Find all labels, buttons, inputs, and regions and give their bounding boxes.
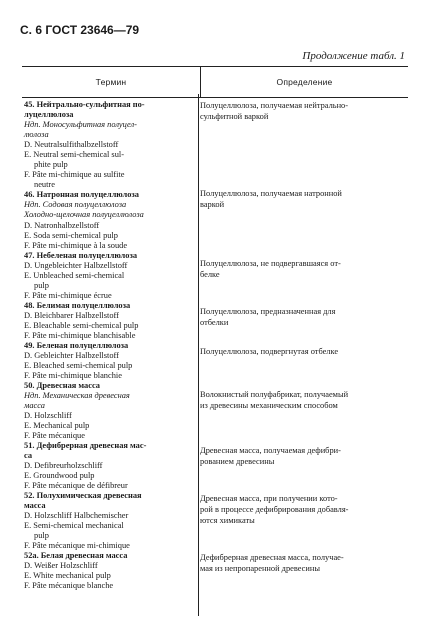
- term-line: D. Defibreurholzschliff: [24, 461, 103, 470]
- column-divider: [198, 94, 199, 616]
- term-line: 49. Беленая полуцеллюлоза: [24, 341, 129, 350]
- term-line: E. Groundwood pulp: [24, 471, 95, 480]
- term-line: луцеллюлоза: [24, 110, 74, 119]
- column-header-term: Термин: [22, 67, 201, 98]
- term-line: pulp: [34, 281, 49, 290]
- term-line: pulp: [34, 531, 49, 540]
- term-line: масса: [24, 501, 46, 510]
- term-line: D. Holzschliff: [24, 411, 72, 420]
- term-line: Ндп. Моносульфитная полуцел-: [24, 120, 137, 129]
- definition-line: из древесины механическим способом: [200, 401, 338, 410]
- term-line: D. Holzschliff Halbchemischer: [24, 511, 129, 520]
- term-line: E. White mechanical pulp: [24, 571, 111, 580]
- definition-line: Дефибрерная древесная масса, получае-: [200, 553, 344, 562]
- term-line: люлоза: [24, 130, 49, 139]
- term-line: D. Ungebleichter Halbzellstoff: [24, 261, 128, 270]
- terms-table-header: [22, 66, 408, 98]
- definition-line: мая из непропаренной древесины: [200, 564, 320, 573]
- term-line: E. Bleached semi-chemical pulp: [24, 361, 133, 370]
- term-line: 48. Белимая полуцеллюлоза: [24, 301, 131, 310]
- definition-line: отбелки: [200, 318, 229, 327]
- term-line: D. Neutralsulfithalbzellstoff: [24, 140, 119, 149]
- term-line: D. Bleichbarer Halbzellstoff: [24, 311, 119, 320]
- term-line: E. Bleachable semi-chemical pulp: [24, 321, 139, 330]
- term-line: Холодно-щелочная полуцеллюлоза: [24, 210, 144, 219]
- term-line: phite pulp: [34, 160, 68, 169]
- definition-line: Древесная масса, получаемая дефибри-: [200, 446, 341, 455]
- definition-line: Полуцеллюлоза, подвергнутая отбелке: [200, 347, 339, 356]
- term-line: F. Pâte mécanique: [24, 431, 85, 440]
- term-line: 51. Дефибрерная древесная мас-: [24, 441, 147, 450]
- term-line: 45. Нейтрально-сульфитная по-: [24, 100, 145, 109]
- term-line: F. Pâte mi-chimique écrue: [24, 291, 112, 300]
- definition-line: варкой: [200, 200, 225, 209]
- term-line: neutre: [34, 180, 55, 189]
- term-line: 52. Полухимическая древесная: [24, 491, 142, 500]
- definition-line: Полуцеллюлоза, предназначенная для: [200, 307, 336, 316]
- term-line: F. Pâte mécanique de défibreur: [24, 481, 128, 490]
- definition-line: рой в процессе дефибрирования добавля-: [200, 505, 349, 514]
- term-line: D. Gebleichter Halbzellstoff: [24, 351, 119, 360]
- term-line: F. Pâte mécanique mi-chimique: [24, 541, 130, 550]
- definition-line: сульфитной варкой: [200, 112, 269, 121]
- term-line: 47. Небеленая полуцеллюлоза: [24, 251, 138, 260]
- term-line: 50. Древесная масса: [24, 381, 100, 390]
- term-line: E. Mechanical pulp: [24, 421, 90, 430]
- definition-line: Полуцеллюлоза, получаемая нейтрально-: [200, 101, 349, 110]
- term-line: 52a. Белая древесная масса: [24, 551, 128, 560]
- term-line: Ндп. Содовая полуцеллюлоза: [24, 200, 127, 209]
- definition-line: ются химикаты: [200, 516, 255, 525]
- table-continuation-label: Продолжение табл. 1: [302, 50, 405, 62]
- term-line: E. Unbleached semi-chemical: [24, 271, 125, 280]
- term-line: F. Pâte mi-chimique au sulfite: [24, 170, 125, 179]
- column-header-definition: Определение: [201, 67, 409, 98]
- definition-line: рованием древесины: [200, 457, 275, 466]
- term-line: F. Pâte mi-chimique blanchie: [24, 371, 122, 380]
- definition-line: белке: [200, 270, 220, 279]
- term-line: F. Pâte mi-chimique blanchisable: [24, 331, 136, 340]
- term-line: F. Pâte mi-chimique à la soude: [24, 241, 128, 250]
- definition-line: Волокнистый полуфабрикат, получаемый: [200, 390, 349, 399]
- definition-line: Полуцеллюлоза, получаемая натронной: [200, 189, 342, 198]
- term-line: F. Pâte mécanique blanche: [24, 581, 114, 590]
- term-line: Ндп. Механическая древесная: [24, 391, 130, 400]
- term-line: E. Semi-chemical mechanical: [24, 521, 124, 530]
- term-line: E. Soda semi-chemical pulp: [24, 231, 118, 240]
- term-line: 46. Натронная полуцеллюлоза: [24, 190, 139, 199]
- term-line: са: [24, 451, 33, 460]
- term-line: D. Weißer Holzschliff: [24, 561, 98, 570]
- definition-line: Древесная масса, при получении кото-: [200, 494, 338, 503]
- definition-line: Полуцеллюлоза, не подвергавшаяся от-: [200, 259, 341, 268]
- term-line: масса: [24, 401, 45, 410]
- term-line: D. Natronhalbzellstoff: [24, 221, 100, 230]
- term-line: E. Neutral semi-chemical sul-: [24, 150, 124, 159]
- page-label: С. 6 ГОСТ 23646—79: [20, 23, 140, 37]
